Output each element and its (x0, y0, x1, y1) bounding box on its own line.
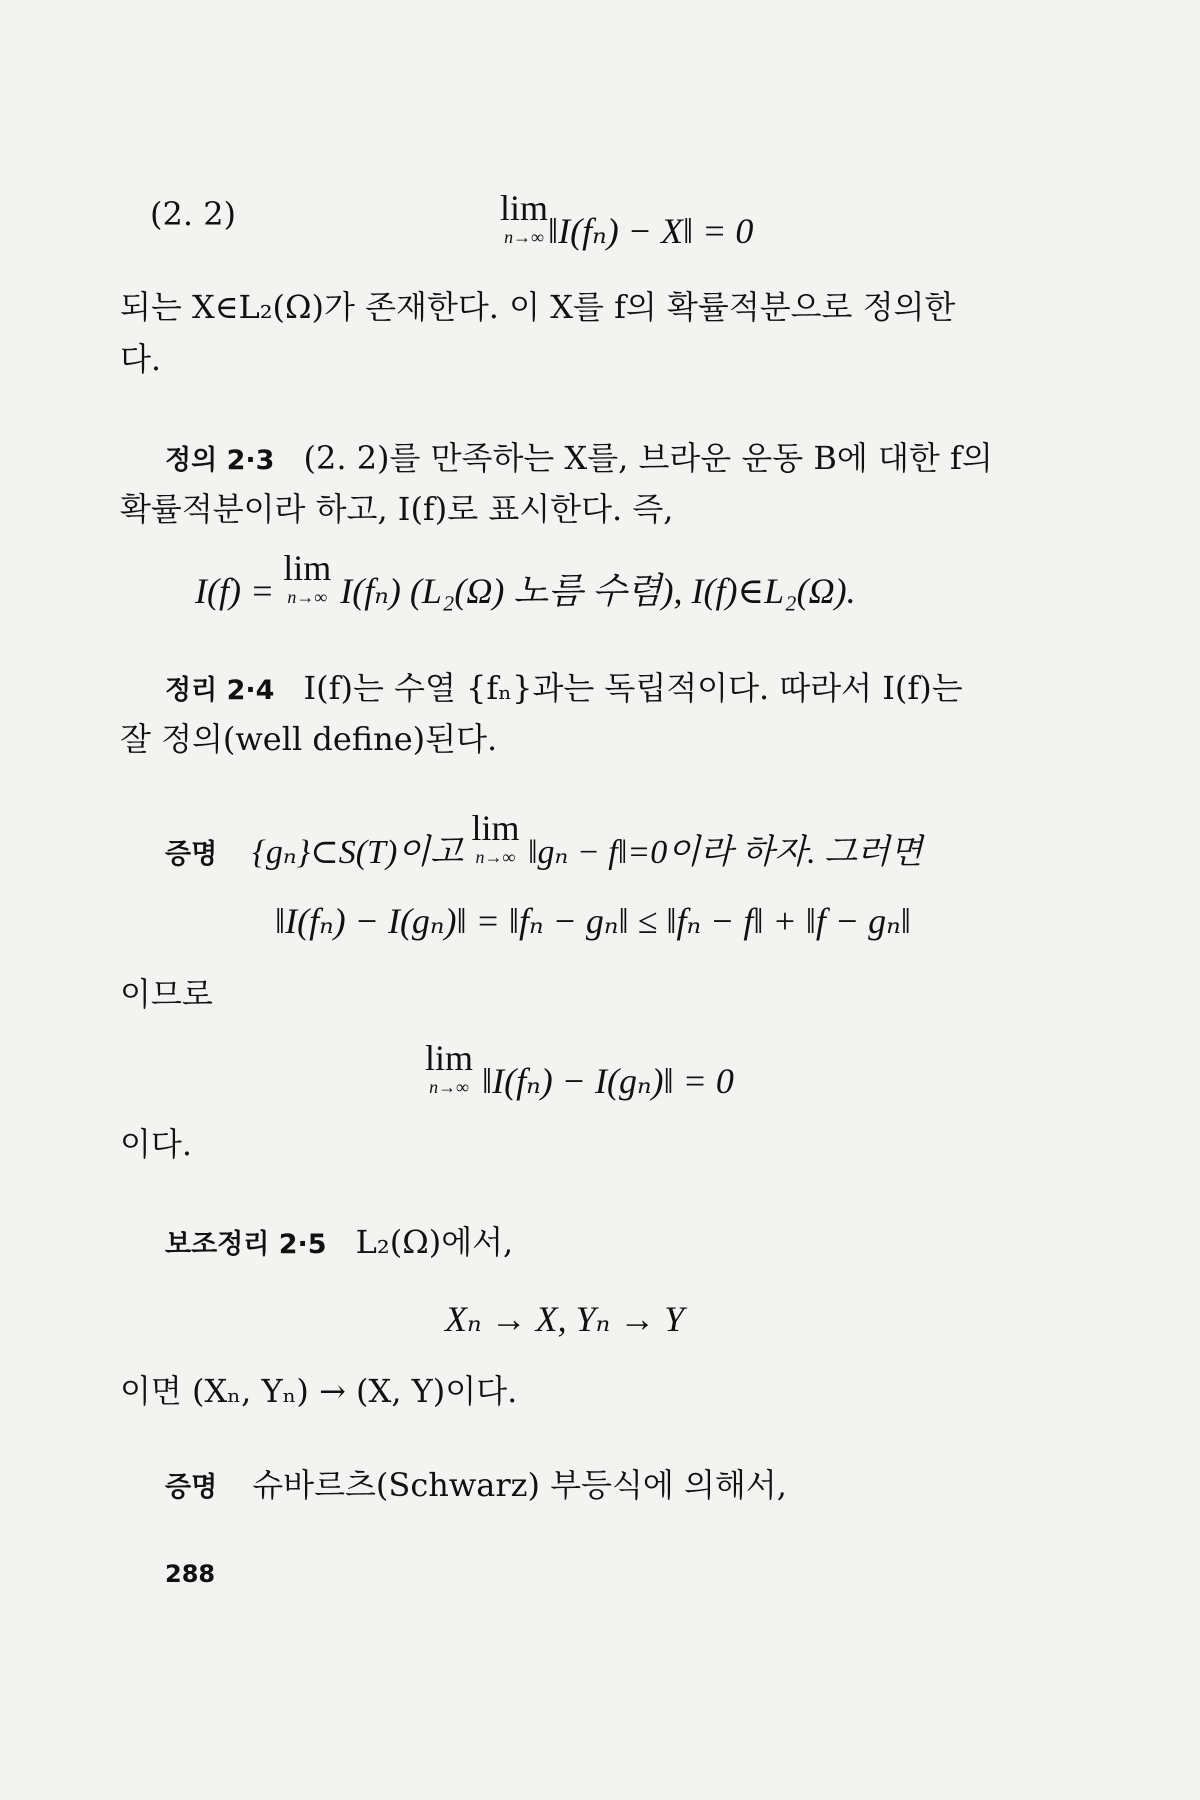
definition-text: 확률적분이라 하고, I(f)로 표시한다. 즉, (120, 490, 674, 528)
definition-text: (2. 2)를 만족하는 X를, 브라운 운동 B에 대한 f의 (303, 439, 993, 477)
proof-text: 이므로 (120, 975, 213, 1013)
theorem-text: 잘 정의(well define)된다. (120, 720, 498, 758)
paragraph-line: 되는 X∈L₂(Ω)가 존재한다. 이 X를 f의 확률적분으로 정의한 (120, 288, 956, 326)
theorem-text: I(f)는 수열 {fₙ}과는 독립적이다. 따라서 I(f)는 (303, 669, 963, 707)
proof-2-line (165, 1465, 787, 1504)
lemma-text: 이면 (Xₙ, Yₙ) → (X, Y)이다. (120, 1372, 518, 1410)
paragraph-line: 다. (120, 340, 162, 378)
equation-2-2: lim n→∞ ‖I(fₙ) − X‖ = 0 (500, 188, 754, 251)
lemma-text: L₂(Ω)에서, (355, 1223, 514, 1261)
lemma-label: 보조정리 2·5 (165, 1229, 327, 1260)
definition-equation: I(f) = lim n→∞ I(fₙ) (L₂(Ω) 노름 수렴), I(f)∈L₂(Ω). (195, 548, 856, 611)
theorem-2-4-heading (165, 668, 963, 707)
page-number: 288 (165, 1560, 216, 1588)
lemma-equation: Xₙ → X, Yₙ → Y (445, 1299, 685, 1339)
proof-text: 이다. (120, 1125, 192, 1163)
proof-math: {gₙ}⊂S(T)이고 lim n→∞ ‖gₙ − f‖=0이라 하자. 그러면 (252, 808, 923, 871)
definition-2-3-heading (165, 438, 993, 477)
proof-inequality: ‖I(fₙ) − I(gₙ)‖ = ‖fₙ − gₙ‖ ≤ ‖fₙ − f‖ + ‖f − gₙ‖ (275, 901, 911, 941)
limit-operator: lim n→∞ (500, 188, 549, 247)
limit-operator: lim n→∞ (425, 1038, 474, 1097)
proof-text: 슈바르츠(Schwarz) 부등식에 의해서, (252, 1466, 787, 1504)
proof-label: 증명 (165, 839, 218, 870)
proof-label: 증명 (165, 1472, 218, 1503)
proof-1-line (165, 810, 923, 873)
equation-number: (2. 2) (150, 195, 237, 233)
limit-operator: lim n→∞ (283, 548, 332, 607)
lemma-2-5-heading (165, 1222, 513, 1261)
theorem-label: 정리 2·4 (165, 675, 275, 706)
definition-label: 정의 2·3 (165, 445, 275, 476)
limit-operator: lim n→∞ (471, 808, 520, 867)
proof-limit-equation: lim n→∞ ‖I(fₙ) − I(gₙ)‖ = 0 (425, 1038, 734, 1101)
